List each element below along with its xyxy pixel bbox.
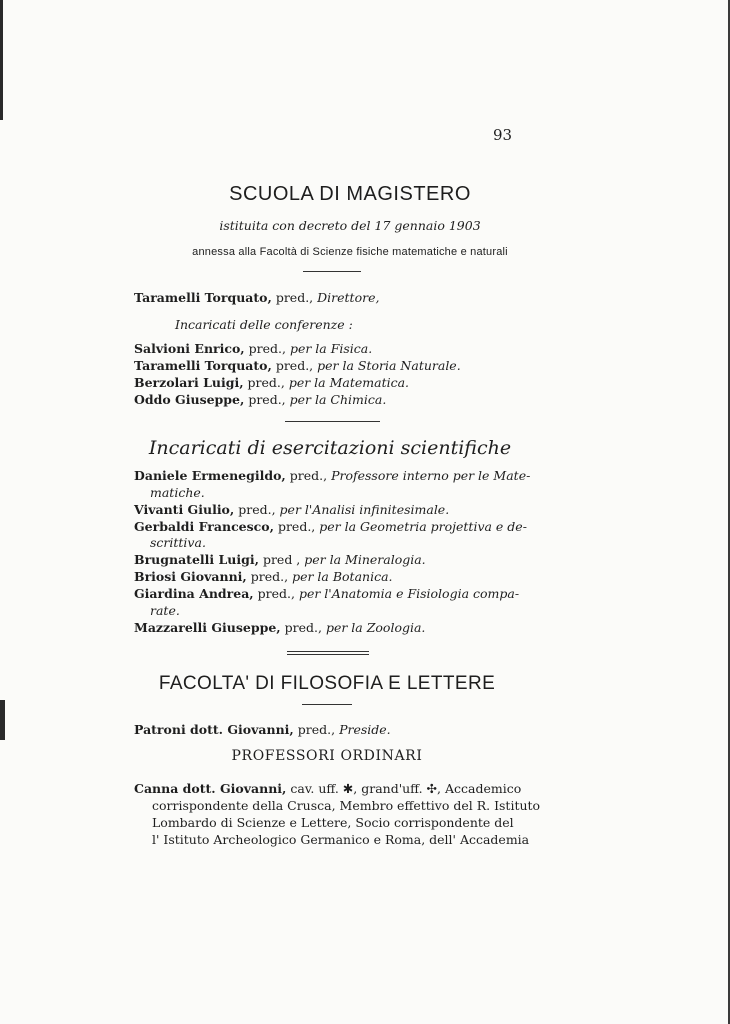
exercise-entry-cont: scrittiva. [150, 535, 206, 550]
exercises-heading: Incaricati di esercitazioni scientifiche [148, 437, 512, 459]
divider [285, 421, 380, 422]
exercise-entry-cont: matiche. [150, 485, 205, 500]
professor-entry-cont: corrispondente della Crusca, Membro effettivo del R. Istituto [152, 798, 541, 813]
divider [303, 271, 361, 272]
professor-entry-cont: l' Istituto Archeologico Germanico e Roma, dell' Accademia [152, 832, 530, 847]
conference-entry: Salvioni Enrico, pred., per la Fisica. [134, 341, 373, 356]
divider [287, 651, 369, 652]
school-decree: istituita con decreto del 17 gennaio 1903 [219, 218, 481, 233]
faculty-title: FACOLTA' DI FILOSOFIA E LETTERE [158, 673, 496, 694]
exercise-entry: Daniele Ermenegildo, pred., Professore interno per le Mate- [134, 468, 531, 483]
conference-entry: Taramelli Torquato, pred., per la Storia Naturale. [134, 358, 461, 373]
exercise-entry: Mazzarelli Giuseppe, pred., per la Zoologia. [134, 620, 426, 635]
exercise-entry: Briosi Giovanni, pred., per la Botanica. [134, 569, 393, 584]
divider [287, 654, 369, 655]
school-attached: annessa alla Facoltà di Scienze fisiche matematiche e naturali [192, 246, 508, 258]
scan-edge-mark [0, 700, 5, 740]
exercise-entry: Brugnatelli Luigi, pred , per la Mineralogia. [134, 552, 426, 567]
page-number: 93 [493, 126, 513, 144]
professor-entry-cont: Lombardo di Scienze e Lettere, Socio corrispondente del [152, 815, 514, 830]
exercise-entry-cont: rate. [150, 603, 180, 618]
professors-heading: PROFESSORI ORDINARI [231, 748, 423, 764]
divider [302, 704, 352, 705]
director-entry: Taramelli Torquato, pred., Direttore, [134, 290, 380, 305]
exercise-entry: Giardina Andrea, pred., per l'Anatomia e Fisiologia compa- [134, 586, 520, 601]
conference-entry: Berzolari Luigi, pred., per la Matematica. [134, 375, 410, 390]
exercise-entry: Vivanti Giulio, pred., per l'Analisi infinitesimale. [134, 502, 450, 517]
scan-edge-left [0, 0, 3, 120]
conference-entry: Oddo Giuseppe, pred., per la Chimica. [134, 392, 387, 407]
professor-entry: Canna dott. Giovanni, cav. uff. ✱, grand'uff. ✣, Accademico [134, 781, 522, 796]
school-title: SCUOLA DI MAGISTERO [229, 183, 471, 205]
conferences-label: Incaricati delle conferenze : [175, 317, 353, 332]
dean-entry: Patroni dott. Giovanni, pred., Preside. [134, 722, 391, 737]
exercise-entry: Gerbaldi Francesco, pred., per la Geometria projettiva e de- [134, 519, 527, 534]
